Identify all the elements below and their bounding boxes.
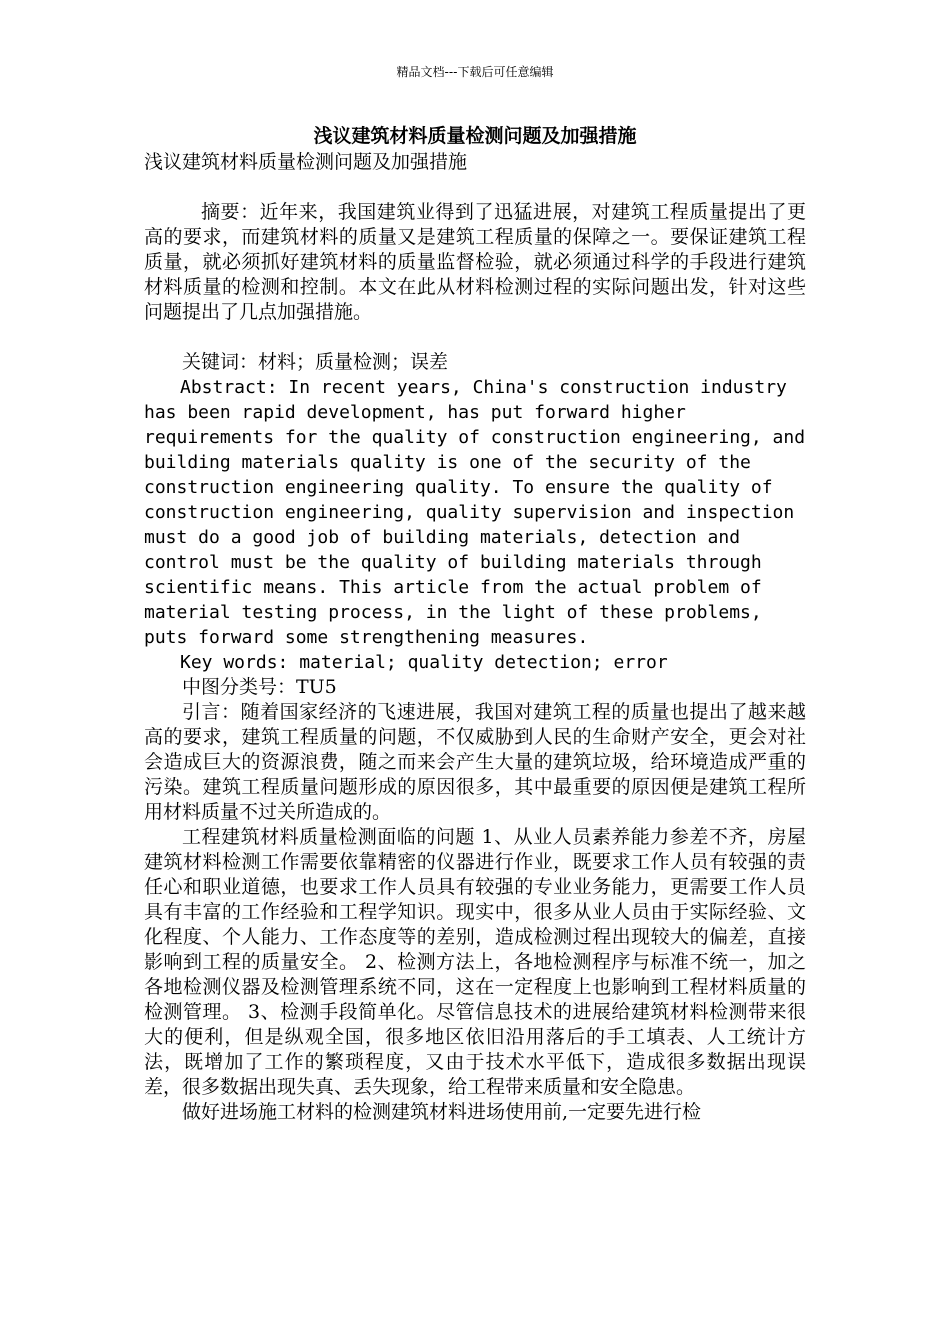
problems-paragraph: 工程建筑材料质量检测面临的问题 1、从业人员素养能力参差不齐，房屋建筑材料检测工作需要依靠精密的仪器进行作业，既要求工作人员有较强的责任心和职业道德，也要求工作人员具有较强的专业业务能力，更需要工作人员具有丰富的工作经验和工程学知识。现实中，很多从业人员由于实际经验、文化程度、个人能力、工作态度等的差别，造成检测过程出现较大的偏差，直接影响到工程的质量安全。 2、检测方法上，各地检测程序与标准不统一，加之各地检测仪器及检测管理系统不同，这在一定程度上也影响到工程材料质量的检测管理。 3、检测手段简单化。尽管信息技术的进展给建筑材料检测带来很大的便利，但是纵观全国，很多地区依旧沿用落后的手工填表、人工统计方法，既增加了工作的繁琐程度，又由于技术水平低下，造成很多数据出现误差，很多数据出现失真、丢失现象，给工程带来质量和安全隐患。: [144, 826, 806, 1098]
final-paragraph-start: 做好进场施工材料的检测建筑材料进场使用前,一定要先进行检: [182, 1101, 702, 1123]
keywords-en: Key words: material; quality detection; error: [180, 652, 668, 673]
introduction-paragraph: 引言：随着国家经济的飞速进展，我国对建筑工程的质量也提出了越来越高的要求，建筑工程质量的问题，不仅威胁到人民的生命财产安全，更会对社会造成巨大的资源浪费，随之而来会产生大量的建筑垃圾，给环境造成严重的污染。建筑工程质量问题形成的原因很多，其中最重要的原因便是建筑工程所用材料质量不过关所造成的。: [144, 701, 806, 823]
document-subtitle: 浅议建筑材料质量检测问题及加强措施: [144, 151, 468, 173]
keywords-cn: 关键词：材料；质量检测；误差: [182, 351, 449, 373]
blank-line: [144, 175, 806, 200]
header-note: 精品文档---下载后可任意编辑: [396, 65, 554, 79]
abstract-cn: 摘要：近年来，我国建筑业得到了迅猛进展，对建筑工程质量提出了更高的要求，而建筑材料的质量又是建筑工程质量的保障之一。要保证建筑工程质量，就必须抓好建筑材料的质量监督检验，就必须通过科学的手段进行建筑材料质量的检测和控制。本文在此从材料检测过程的实际问题出发，针对这些问题提出了几点加强措施。: [144, 201, 806, 323]
abstract-en: Abstract: In recent years, China's construction industry has been rapid development, has put forward higher requirements for the quality of construction engineering, and building materials quality is one of the security of the construction engineering quality. To ensure the quality of construction engineering, quality supervision and inspection must do a good job of building materials, detection and control must be the quality of building materials through scientific means. This article from the actual problem of material testing process, in the light of these problems, puts forward some strengthening measures.: [144, 377, 806, 648]
document-body: [144, 150, 806, 1125]
classification-number: 中图分类号：TU5: [182, 676, 337, 698]
document-title: 浅议建筑材料质量检测问题及加强措施: [313, 125, 637, 147]
blank-line: [144, 325, 806, 350]
